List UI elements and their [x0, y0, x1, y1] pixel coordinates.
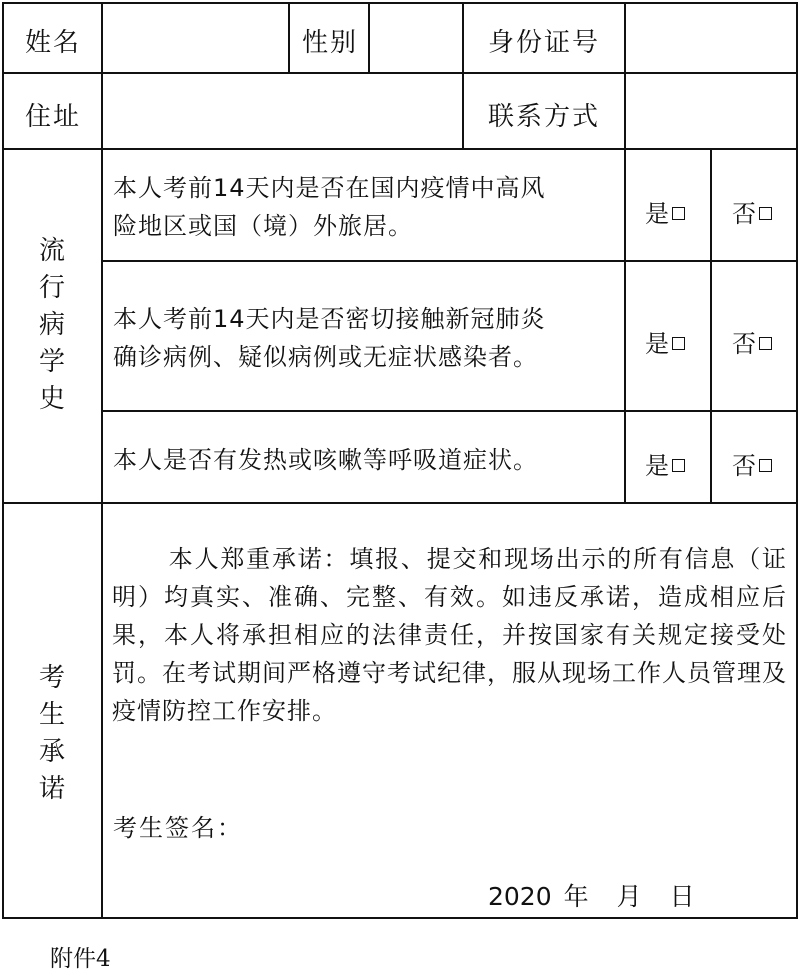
date-year-unit: 年: [563, 882, 589, 911]
yes-label: 是: [645, 452, 669, 480]
question-close-contact: [113, 300, 618, 376]
name-field[interactable]: [104, 4, 288, 72]
checkbox-square-icon: [672, 459, 685, 472]
gender-field[interactable]: [370, 4, 462, 72]
checkbox-square-icon: [759, 337, 772, 350]
q1-no-checkbox[interactable]: [732, 194, 772, 229]
question-travel-history: [113, 169, 618, 245]
border-left: [2, 2, 4, 919]
q3-yes-checkbox[interactable]: [645, 446, 685, 481]
pledge-text: 本人郑重承诺：填报、提交和现场出示的所有信息（证明）均真实、准确、完整、有效。如违反承诺，造成相应后果，本人将承担相应的法律责任，并按国家有关规定接受处罚。在考试期间严格遵守考试纪律，服从现场工作人员管理及疫情防控工作安排。: [112, 545, 787, 725]
border-row2: [2, 148, 798, 150]
contact-label: 联系方式: [488, 102, 601, 132]
pledge-text-block: [112, 540, 787, 730]
pledge-label-char: 承: [38, 737, 65, 767]
border-name-gender: [288, 2, 290, 74]
q2-yes-checkbox[interactable]: [645, 324, 685, 359]
no-label: 否: [732, 452, 756, 480]
q1-yes-checkbox[interactable]: [645, 194, 685, 229]
signature-date: [488, 877, 695, 913]
attachment-label: 附件4: [50, 946, 111, 972]
checkbox-square-icon: [672, 337, 685, 350]
no-label: 否: [732, 200, 756, 228]
border-yes-no: [710, 148, 712, 502]
border-bottom: [2, 917, 798, 919]
date-month-unit: 月: [616, 882, 642, 911]
name-label: 姓名: [25, 28, 82, 58]
yes-label: 是: [645, 200, 669, 228]
address-field[interactable]: [104, 74, 462, 148]
signature-label: 考生签名：: [113, 814, 243, 842]
yes-label: 是: [645, 330, 669, 358]
border-gender-id: [462, 2, 464, 150]
border-q1: [102, 260, 798, 262]
signature-field[interactable]: [245, 800, 645, 850]
epi-label-char: 病: [38, 310, 65, 340]
epi-label-char: 行: [38, 273, 65, 303]
date-year: 2020: [488, 882, 552, 911]
id-number-label: 身份证号: [488, 28, 601, 58]
date-day-unit: 日: [669, 882, 695, 911]
border-col1: [101, 2, 103, 919]
pledge-label-char: 考: [38, 663, 65, 693]
question-line: 本人考前14天内是否密切接触新冠肺炎: [113, 305, 546, 333]
question-line: 本人考前14天内是否在国内疫情中高风: [113, 174, 546, 202]
checkbox-square-icon: [759, 459, 772, 472]
epi-label-char: 史: [38, 384, 65, 414]
question-line: 险地区或国（境）外旅居。: [113, 212, 413, 240]
q2-no-checkbox[interactable]: [732, 324, 772, 359]
border-right: [796, 2, 798, 919]
pledge-label-char: 诺: [38, 774, 65, 804]
id-number-field[interactable]: [626, 4, 796, 72]
gender-label: 性别: [302, 28, 359, 58]
checkbox-square-icon: [672, 207, 685, 220]
address-label: 住址: [25, 102, 82, 132]
pledge-label-char: 生: [38, 700, 65, 730]
question-symptoms: [113, 441, 618, 479]
border-q2: [102, 410, 798, 412]
epi-label-char: 学: [38, 347, 65, 377]
question-line: 本人是否有发热或咳嗽等呼吸道症状。: [113, 446, 538, 474]
contact-field[interactable]: [626, 74, 796, 148]
no-label: 否: [732, 330, 756, 358]
epidemiology-history-label: [37, 233, 67, 418]
question-line: 确诊病例、疑似病例或无症状感染者。: [113, 343, 538, 371]
border-row3: [2, 502, 798, 504]
epi-label-char: 流: [38, 236, 65, 266]
q3-no-checkbox[interactable]: [732, 446, 772, 481]
checkbox-square-icon: [759, 207, 772, 220]
candidate-pledge-label: [37, 660, 67, 808]
